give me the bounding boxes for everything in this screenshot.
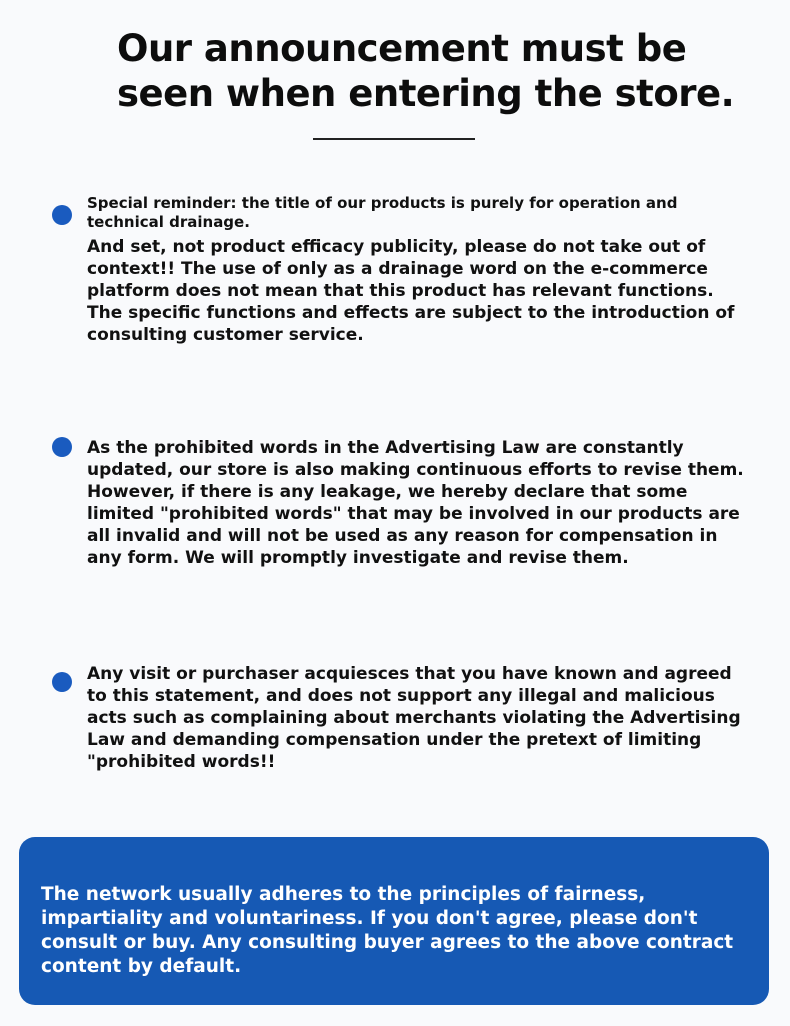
notice-1-body: And set, not product efficacy publicity, please do not take out of context!! The use of only as a drainage word on the e-commerce platform does not mean that this product has relevant functions. The specific functions and effects are subject to the introduction of consulting customer service. [87,237,735,345]
page-title-line-2: seen when entering the store. [117,72,735,115]
page-title [117,26,757,116]
notice-2-body: As the prohibited words in the Advertising Law are constantly updated, our store is also making continuous efforts to revise them. However, if there is any leakage, we hereby declare that some limited "prohibited words" that may be involved in our products are all invalid and will not be used as any reason for compensation in any form. We will promptly investigate and revise them. [87,438,744,568]
bullet-dot-icon [52,437,72,457]
title-divider [313,138,475,140]
bullet-dot-icon [52,672,72,692]
notice-3-body: Any visit or purchaser acquiesces that you have known and agreed to this statement, and does not support any illegal and malicious acts such as complaining about merchants violating the Advertising Law and demanding compensation under the pretext of limiting "prohibited words!! [87,664,741,772]
bullet-dot-icon [52,205,72,225]
footer-text: The network usually adheres to the principles of fairness, impartiality and voluntariness. If you don't agree, please don't consult or buy. Any consulting buyer agrees to the above contract content by default. [41,884,734,977]
notice-1-lead: Special reminder: the title of our products is purely for operation and technical drainage. [87,194,678,231]
page-title-line-1: Our announcement must be [117,27,687,70]
